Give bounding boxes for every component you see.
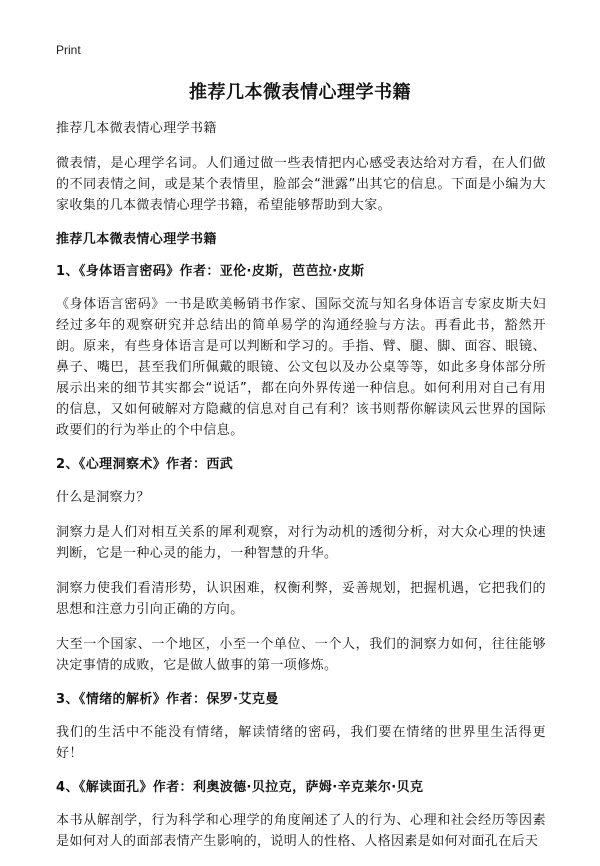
- book-2-paragraph-4: 大至一个国家、一个地区，小至一个单位、一个人，我们的洞察力如何，往往能够决定事情的成败，它是做人做事的第一项修炼。: [56, 637, 546, 673]
- section-heading: 推荐几本微表情心理学书籍: [56, 232, 217, 247]
- print-link[interactable]: Print: [56, 43, 81, 57]
- page-title: 推荐几本微表情心理学书籍: [189, 82, 411, 103]
- intro-paragraph: 微表情，是心理学名词。人们通过做一些表情把内心感受表达给对方看，在人们做的不同表情之间，或是某个表情里，脸部会“泄露”出其它的信息。下面是小编为大家收集的几本微表情心理学书籍，希望能够帮助到大家。: [56, 156, 546, 213]
- book-4-paragraph-1: 本书从解剖学，行为科学和心理学的角度阐述了人的行为、心理和社会经历等因素是如何对人的面部表情产生影响的，说明人的性格、人格因素是如何对面孔在后天: [56, 813, 546, 849]
- book-2-heading: 2、《心理洞察术》作者：西武: [56, 457, 234, 472]
- book-3-paragraph-1: 我们的生活中不能没有情绪，解读情绪的密码，我们要在情绪的世界里生活得更好！: [56, 725, 546, 761]
- intro-heading: 推荐几本微表情心理学书籍: [56, 121, 217, 136]
- book-3-heading: 3、《情绪的解析》作者：保罗·艾克曼: [56, 692, 279, 707]
- book-1-paragraph-1: 《身体语言密码》一书是欧美畅销书作家、国际交流与知名身体语言专家皮斯夫妇经过多年的观察研究并总结出的简单易学的沟通经验与方法。再看此书，豁然开朗。原来，有些身体语言是可以判断和学习的。手指、臂、腿、脚、面容、眼镜、鼻子、嘴巴，甚至我们所佩戴的眼镜、公文包以及办公桌等等，如此多身体部分所展示出来的细节其实都会“说话”，都在向外界传递一种信息。如何利用对自己有用的信息，又如何破解对方隐藏的信息对自己有利？该书则帮你解读风云世界的国际政要们的行为举止的个中信息。: [56, 297, 546, 438]
- book-2-paragraph-1: 什么是洞察力？: [56, 490, 150, 505]
- article-body: [56, 118, 546, 866]
- book-2-paragraph-2: 洞察力是人们对相互关系的犀利观察，对行为动机的透彻分析，对大众心理的快速判断，它是一种心灵的能力，一种智慧的升华。: [56, 525, 546, 561]
- book-2-paragraph-3: 洞察力使我们看清形势，认识困难，权衡利弊，妥善规划，把握机遇，它把我们的思想和注意力引向正确的方向。: [56, 581, 546, 617]
- book-4-heading: 4、《解读面孔》作者：利奥波德·贝拉克，萨姆·辛克莱尔·贝克: [56, 780, 424, 795]
- book-1-heading: 1、《身体语言密码》作者：亚伦·皮斯，芭芭拉·皮斯: [56, 264, 365, 279]
